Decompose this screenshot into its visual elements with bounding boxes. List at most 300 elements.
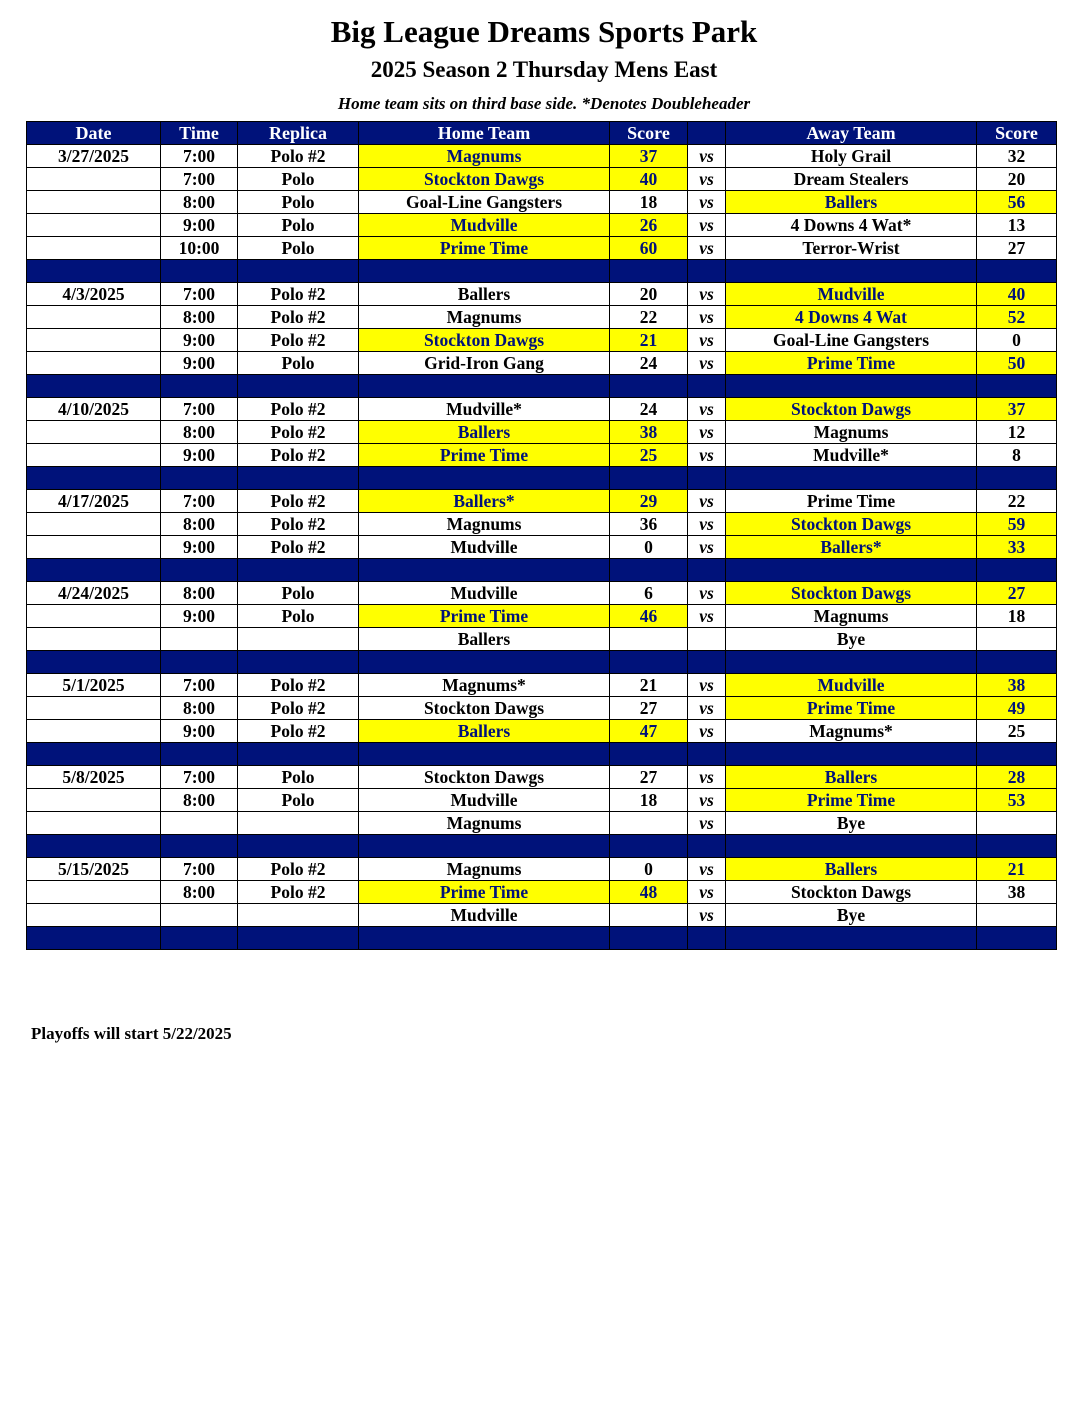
date-cell [27, 191, 161, 214]
game-row [27, 674, 1057, 697]
home-team-cell: Ballers [359, 720, 610, 743]
separator-cell [27, 559, 161, 582]
week-separator-row [27, 375, 1057, 398]
date-cell [27, 513, 161, 536]
time-cell: 8:00 [161, 421, 238, 444]
separator-cell [977, 651, 1057, 674]
game-row [27, 168, 1057, 191]
game-row [27, 191, 1057, 214]
away-score-cell: 40 [977, 283, 1057, 306]
vs-cell: vs [688, 789, 726, 812]
game-row [27, 904, 1057, 927]
home-score-cell: 26 [610, 214, 688, 237]
home-score-cell: 0 [610, 536, 688, 559]
time-cell: 8:00 [161, 513, 238, 536]
time-cell: 7:00 [161, 858, 238, 881]
separator-cell [359, 260, 610, 283]
game-row [27, 444, 1057, 467]
date-cell [27, 904, 161, 927]
date-cell [27, 352, 161, 375]
vs-cell: vs [688, 421, 726, 444]
date-cell: 3/27/2025 [27, 145, 161, 168]
separator-cell [610, 375, 688, 398]
page-title: Big League Dreams Sports Park [330, 14, 758, 49]
date-cell [27, 329, 161, 352]
vs-cell: vs [688, 444, 726, 467]
separator-cell [977, 743, 1057, 766]
replica-cell [238, 904, 359, 927]
home-team-cell: Mudville [359, 789, 610, 812]
date-cell [27, 812, 161, 835]
vs-cell: vs [688, 904, 726, 927]
separator-cell [688, 651, 726, 674]
home-team-cell: Mudville [359, 214, 610, 237]
away-team-cell: Terror-Wrist [726, 237, 977, 260]
separator-cell [977, 835, 1057, 858]
date-cell: 4/10/2025 [27, 398, 161, 421]
away-team-cell: Magnums* [726, 720, 977, 743]
away-score-cell: 33 [977, 536, 1057, 559]
home-team-cell: Prime Time [359, 605, 610, 628]
separator-cell [359, 375, 610, 398]
time-cell: 8:00 [161, 789, 238, 812]
vs-cell: vs [688, 490, 726, 513]
away-score-cell [977, 812, 1057, 835]
home-score-cell: 29 [610, 490, 688, 513]
col-time: Time [161, 122, 238, 145]
separator-cell [359, 743, 610, 766]
separator-cell [610, 835, 688, 858]
vs-cell: vs [688, 582, 726, 605]
date-cell [27, 214, 161, 237]
vs-cell: vs [688, 766, 726, 789]
away-score-cell: 37 [977, 398, 1057, 421]
separator-cell [977, 927, 1057, 950]
replica-cell: Polo #2 [238, 421, 359, 444]
separator-cell [688, 467, 726, 490]
home-score-cell: 21 [610, 674, 688, 697]
replica-cell: Polo #2 [238, 306, 359, 329]
replica-cell: Polo [238, 191, 359, 214]
separator-cell [610, 467, 688, 490]
away-team-cell: Ballers [726, 858, 977, 881]
game-row [27, 237, 1057, 260]
home-team-cell: Magnums [359, 513, 610, 536]
time-cell: 9:00 [161, 536, 238, 559]
home-team-cell: Ballers [359, 628, 610, 651]
home-team-cell: Ballers [359, 283, 610, 306]
game-row [27, 421, 1057, 444]
separator-cell [238, 375, 359, 398]
home-score-cell: 25 [610, 444, 688, 467]
schedule-table [26, 121, 1057, 950]
separator-cell [977, 559, 1057, 582]
separator-cell [610, 651, 688, 674]
away-team-cell: Bye [726, 812, 977, 835]
separator-cell [161, 835, 238, 858]
game-row [27, 697, 1057, 720]
replica-cell [238, 628, 359, 651]
time-cell [161, 812, 238, 835]
home-score-cell: 38 [610, 421, 688, 444]
separator-cell [238, 927, 359, 950]
replica-cell: Polo [238, 766, 359, 789]
vs-cell: vs [688, 191, 726, 214]
away-score-cell: 49 [977, 697, 1057, 720]
separator-cell [726, 651, 977, 674]
away-team-cell: Stockton Dawgs [726, 582, 977, 605]
page-subtitle: 2025 Season 2 Thursday Mens East [370, 57, 718, 82]
away-team-cell: Magnums [726, 605, 977, 628]
away-team-cell: Prime Time [726, 352, 977, 375]
home-score-cell: 40 [610, 168, 688, 191]
separator-cell [610, 559, 688, 582]
date-cell [27, 237, 161, 260]
replica-cell: Polo #2 [238, 145, 359, 168]
separator-cell [161, 651, 238, 674]
vs-cell: vs [688, 674, 726, 697]
away-score-cell [977, 904, 1057, 927]
home-score-cell: 48 [610, 881, 688, 904]
vs-cell: vs [688, 145, 726, 168]
away-score-cell: 27 [977, 237, 1057, 260]
vs-cell: vs [688, 352, 726, 375]
home-score-cell: 27 [610, 766, 688, 789]
away-score-cell: 53 [977, 789, 1057, 812]
time-cell: 8:00 [161, 582, 238, 605]
away-score-cell: 21 [977, 858, 1057, 881]
replica-cell: Polo #2 [238, 674, 359, 697]
away-score-cell: 32 [977, 145, 1057, 168]
home-score-cell: 0 [610, 858, 688, 881]
replica-cell: Polo [238, 237, 359, 260]
separator-cell [27, 467, 161, 490]
separator-cell [688, 927, 726, 950]
col-home-score: Score [610, 122, 688, 145]
date-cell: 5/8/2025 [27, 766, 161, 789]
col-away-team: Away Team [726, 122, 977, 145]
date-cell [27, 628, 161, 651]
separator-cell [238, 743, 359, 766]
date-cell [27, 444, 161, 467]
home-score-cell [610, 812, 688, 835]
separator-cell [238, 835, 359, 858]
time-cell: 8:00 [161, 697, 238, 720]
time-cell: 7:00 [161, 674, 238, 697]
home-team-cell: Magnums [359, 858, 610, 881]
away-team-cell: Stockton Dawgs [726, 513, 977, 536]
away-score-cell: 28 [977, 766, 1057, 789]
time-cell: 7:00 [161, 168, 238, 191]
vs-cell: vs [688, 858, 726, 881]
separator-cell [726, 927, 977, 950]
date-cell: 4/17/2025 [27, 490, 161, 513]
replica-cell: Polo #2 [238, 697, 359, 720]
date-cell: 4/3/2025 [27, 283, 161, 306]
home-team-cell: Mudville [359, 904, 610, 927]
separator-cell [238, 467, 359, 490]
away-score-cell: 25 [977, 720, 1057, 743]
date-cell [27, 168, 161, 191]
away-team-cell: Mudville [726, 283, 977, 306]
header-row [27, 122, 1057, 145]
replica-cell: Polo [238, 605, 359, 628]
separator-cell [726, 375, 977, 398]
week-separator-row [27, 927, 1057, 950]
replica-cell: Polo [238, 214, 359, 237]
vs-cell [688, 628, 726, 651]
replica-cell: Polo #2 [238, 536, 359, 559]
away-team-cell: 4 Downs 4 Wat [726, 306, 977, 329]
col-home-team: Home Team [359, 122, 610, 145]
replica-cell: Polo #2 [238, 398, 359, 421]
separator-cell [27, 260, 161, 283]
replica-cell: Polo #2 [238, 444, 359, 467]
home-team-cell: Mudville [359, 582, 610, 605]
home-team-cell: Magnums [359, 812, 610, 835]
home-score-cell [610, 904, 688, 927]
away-team-cell: 4 Downs 4 Wat* [726, 214, 977, 237]
separator-cell [161, 927, 238, 950]
separator-cell [27, 927, 161, 950]
game-row [27, 628, 1057, 651]
game-row [27, 329, 1057, 352]
home-team-cell: Magnums [359, 306, 610, 329]
vs-cell: vs [688, 536, 726, 559]
playoffs-note: Playoffs will start 5/22/2025 [31, 1024, 232, 1043]
separator-cell [726, 260, 977, 283]
vs-cell: vs [688, 237, 726, 260]
separator-cell [238, 559, 359, 582]
home-score-cell: 20 [610, 283, 688, 306]
away-team-cell: Ballers [726, 191, 977, 214]
game-row [27, 214, 1057, 237]
time-cell: 7:00 [161, 766, 238, 789]
away-score-cell: 50 [977, 352, 1057, 375]
time-cell: 9:00 [161, 605, 238, 628]
away-score-cell: 38 [977, 881, 1057, 904]
time-cell [161, 904, 238, 927]
home-team-cell: Magnums [359, 145, 610, 168]
away-team-cell: Holy Grail [726, 145, 977, 168]
separator-cell [688, 260, 726, 283]
separator-cell [726, 835, 977, 858]
game-row [27, 513, 1057, 536]
game-row [27, 283, 1057, 306]
home-score-cell: 46 [610, 605, 688, 628]
away-score-cell: 22 [977, 490, 1057, 513]
away-team-cell: Mudville* [726, 444, 977, 467]
separator-cell [161, 375, 238, 398]
game-row [27, 789, 1057, 812]
away-team-cell: Dream Stealers [726, 168, 977, 191]
separator-cell [610, 927, 688, 950]
home-team-cell: Ballers* [359, 490, 610, 513]
date-cell [27, 720, 161, 743]
away-score-cell: 27 [977, 582, 1057, 605]
game-row [27, 306, 1057, 329]
home-score-cell: 24 [610, 352, 688, 375]
home-score-cell: 22 [610, 306, 688, 329]
game-row [27, 352, 1057, 375]
time-cell: 7:00 [161, 398, 238, 421]
separator-cell [238, 260, 359, 283]
replica-cell: Polo #2 [238, 881, 359, 904]
week-separator-row [27, 559, 1057, 582]
time-cell: 8:00 [161, 191, 238, 214]
separator-cell [359, 927, 610, 950]
home-team-cell: Prime Time [359, 444, 610, 467]
vs-cell: vs [688, 720, 726, 743]
home-score-cell: 37 [610, 145, 688, 168]
date-cell: 5/15/2025 [27, 858, 161, 881]
separator-cell [359, 835, 610, 858]
away-score-cell: 0 [977, 329, 1057, 352]
separator-cell [610, 260, 688, 283]
date-cell [27, 536, 161, 559]
home-score-cell: 36 [610, 513, 688, 536]
home-score-cell: 18 [610, 789, 688, 812]
separator-cell [977, 375, 1057, 398]
away-score-cell: 52 [977, 306, 1057, 329]
home-team-cell: Prime Time [359, 881, 610, 904]
away-score-cell: 59 [977, 513, 1057, 536]
vs-cell: vs [688, 812, 726, 835]
game-row [27, 812, 1057, 835]
home-team-cell: Mudville [359, 536, 610, 559]
separator-cell [726, 743, 977, 766]
separator-cell [359, 467, 610, 490]
away-team-cell: Prime Time [726, 697, 977, 720]
home-score-cell: 6 [610, 582, 688, 605]
replica-cell [238, 812, 359, 835]
week-separator-row [27, 651, 1057, 674]
replica-cell: Polo [238, 789, 359, 812]
time-cell: 7:00 [161, 490, 238, 513]
away-team-cell: Prime Time [726, 789, 977, 812]
date-cell [27, 881, 161, 904]
separator-cell [161, 467, 238, 490]
separator-cell [726, 559, 977, 582]
date-cell [27, 421, 161, 444]
separator-cell [977, 467, 1057, 490]
vs-cell: vs [688, 168, 726, 191]
schedule-body [27, 145, 1057, 950]
week-separator-row [27, 743, 1057, 766]
game-row [27, 858, 1057, 881]
time-cell: 9:00 [161, 214, 238, 237]
date-cell [27, 605, 161, 628]
replica-cell: Polo [238, 352, 359, 375]
week-separator-row [27, 835, 1057, 858]
game-row [27, 490, 1057, 513]
away-team-cell: Bye [726, 904, 977, 927]
away-score-cell: 18 [977, 605, 1057, 628]
col-replica: Replica [238, 122, 359, 145]
separator-cell [688, 835, 726, 858]
away-score-cell: 20 [977, 168, 1057, 191]
replica-cell: Polo #2 [238, 720, 359, 743]
replica-cell: Polo #2 [238, 283, 359, 306]
home-team-cell: Grid-Iron Gang [359, 352, 610, 375]
away-team-cell: Ballers [726, 766, 977, 789]
week-separator-row [27, 260, 1057, 283]
game-row [27, 536, 1057, 559]
time-cell: 10:00 [161, 237, 238, 260]
time-cell [161, 628, 238, 651]
game-row [27, 766, 1057, 789]
vs-cell: vs [688, 329, 726, 352]
separator-cell [726, 467, 977, 490]
vs-cell: vs [688, 398, 726, 421]
home-team-cell: Prime Time [359, 237, 610, 260]
separator-cell [359, 559, 610, 582]
home-score-cell [610, 628, 688, 651]
vs-cell: vs [688, 881, 726, 904]
vs-cell: vs [688, 283, 726, 306]
separator-cell [27, 835, 161, 858]
home-score-cell: 21 [610, 329, 688, 352]
home-team-cell: Stockton Dawgs [359, 329, 610, 352]
separator-cell [610, 743, 688, 766]
home-team-cell: Stockton Dawgs [359, 697, 610, 720]
date-cell [27, 697, 161, 720]
time-cell: 7:00 [161, 145, 238, 168]
away-team-cell: Magnums [726, 421, 977, 444]
home-score-cell: 27 [610, 697, 688, 720]
game-row [27, 145, 1057, 168]
time-cell: 9:00 [161, 720, 238, 743]
game-row [27, 881, 1057, 904]
schedule-note: Home team sits on third base side. *Denotes Doubleheader [337, 94, 751, 113]
vs-cell: vs [688, 697, 726, 720]
separator-cell [359, 651, 610, 674]
home-score-cell: 47 [610, 720, 688, 743]
game-row [27, 605, 1057, 628]
separator-cell [688, 559, 726, 582]
game-row [27, 582, 1057, 605]
separator-cell [688, 743, 726, 766]
separator-cell [27, 743, 161, 766]
time-cell: 9:00 [161, 352, 238, 375]
separator-cell [27, 651, 161, 674]
time-cell: 9:00 [161, 329, 238, 352]
away-team-cell: Goal-Line Gangsters [726, 329, 977, 352]
replica-cell: Polo [238, 582, 359, 605]
home-team-cell: Magnums* [359, 674, 610, 697]
replica-cell: Polo #2 [238, 329, 359, 352]
away-score-cell: 8 [977, 444, 1057, 467]
home-team-cell: Ballers [359, 421, 610, 444]
time-cell: 7:00 [161, 283, 238, 306]
away-team-cell: Ballers* [726, 536, 977, 559]
away-score-cell: 38 [977, 674, 1057, 697]
home-team-cell: Goal-Line Gangsters [359, 191, 610, 214]
separator-cell [688, 375, 726, 398]
vs-cell: vs [688, 513, 726, 536]
away-score-cell: 13 [977, 214, 1057, 237]
home-score-cell: 60 [610, 237, 688, 260]
time-cell: 8:00 [161, 881, 238, 904]
away-team-cell: Prime Time [726, 490, 977, 513]
home-score-cell: 24 [610, 398, 688, 421]
replica-cell: Polo #2 [238, 490, 359, 513]
game-row [27, 720, 1057, 743]
vs-cell: vs [688, 605, 726, 628]
replica-cell: Polo [238, 168, 359, 191]
replica-cell: Polo #2 [238, 858, 359, 881]
away-team-cell: Bye [726, 628, 977, 651]
